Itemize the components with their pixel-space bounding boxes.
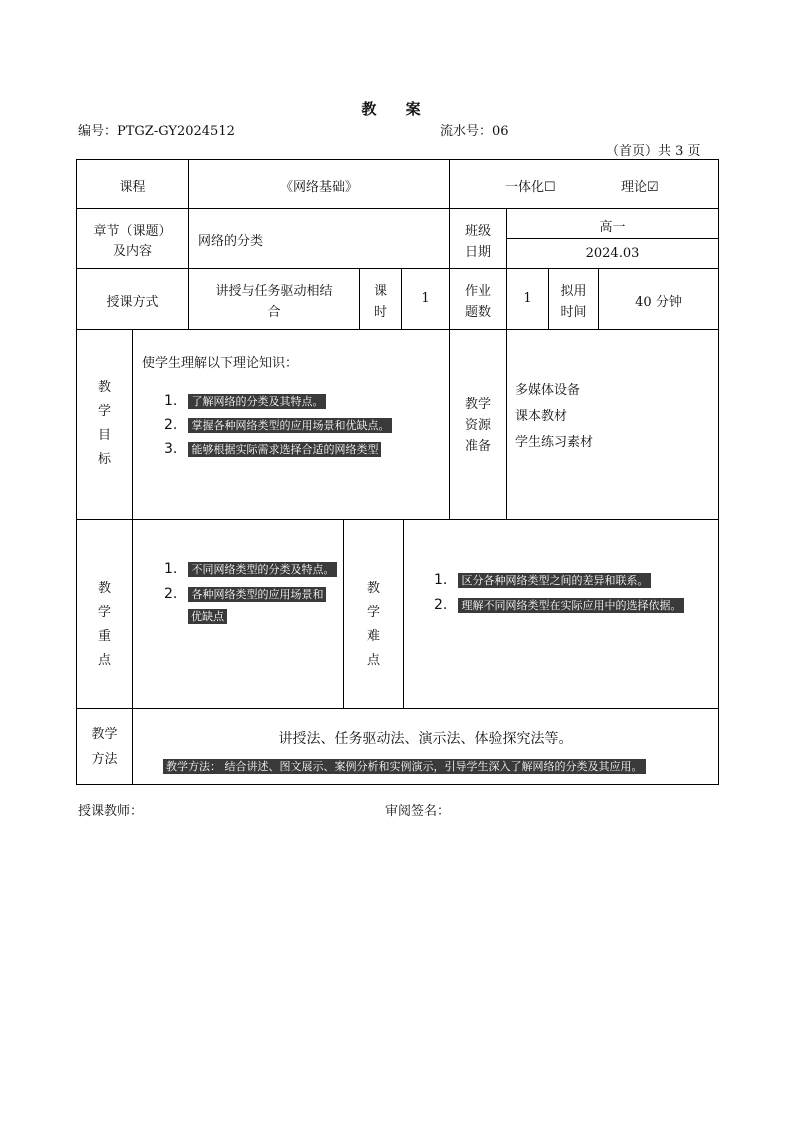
chapter-label-line1: 章节（课题） (93, 224, 172, 239)
plan-label-line1: 拟用 (560, 284, 587, 299)
method-value-line1: 讲授与任务驱动相结 (215, 284, 333, 299)
goals-intro: 使学生理解以下理论知识： (142, 356, 299, 371)
goal-item-1: 1. 了解网络的分类及其特点。 (164, 390, 326, 410)
resources-list (515, 378, 593, 456)
class-label-line1: 班级 (464, 224, 491, 239)
goal-item-2: 2. 掌握各种网络类型的应用场景和优缺点。 (164, 414, 392, 434)
course-label: 课程 (119, 180, 146, 195)
plan-label-line2: 时间 (560, 305, 587, 320)
type-theory-checkbox: 理论☑ (621, 180, 659, 195)
class-value: 高一 (599, 220, 626, 235)
goals-label: 教 学 目 标 (97, 380, 111, 467)
document-code: 编号：PTGZ-GY2024512 (78, 124, 235, 139)
serial-number: 流水号：06 (440, 124, 509, 139)
review-signature-label: 审阅签名： (385, 804, 451, 819)
key-point-item-2-continued: 优缺点 (188, 605, 227, 625)
class-label-line2: 日期 (464, 245, 491, 260)
resource-item: 学生练习素材 (515, 435, 594, 450)
course-value: 《网络基础》 (279, 180, 358, 195)
resources-label: 教学 资源 准备 (464, 397, 491, 454)
page-title: 教 案 (361, 100, 433, 118)
chapter-label-line2: 及内容 (112, 244, 152, 259)
method-value-line2: 合 (267, 305, 281, 320)
method-label: 授课方式 (106, 295, 159, 310)
teaching-method-detail: 教学方法： 结合讲述、图文展示、案例分析和实例演示，引导学生深入了解网络的分类及其应用。 (163, 755, 646, 775)
homework-label-line1: 作业 (464, 284, 491, 299)
hours-label-line2: 时 (373, 305, 387, 320)
chapter-value: 网络的分类 (198, 234, 264, 249)
resource-item: 课本教材 (515, 409, 568, 424)
key-points-label: 教 学 重 点 (97, 581, 111, 668)
date-value: 2024.03 (585, 246, 640, 261)
homework-label-line2: 题数 (464, 305, 491, 320)
teaching-method-label: 教学 方法 (91, 727, 118, 767)
key-point-item-2: 2. 各种网络类型的应用场景和 (164, 583, 326, 603)
homework-value: 1 (523, 291, 532, 306)
hours-label-line1: 课 (373, 284, 387, 299)
difficulties-label: 教 学 难 点 (366, 581, 380, 668)
key-point-item-1: 1. 不同网络类型的分类及特点。 (164, 558, 337, 578)
teaching-method-value: 讲授法、任务驱动法、演示法、体验探究法等。 (278, 731, 573, 747)
plan-value: 40 分钟 (635, 295, 682, 310)
page-info: （首页）共 3 页 (606, 144, 701, 159)
type-integrated-checkbox: 一体化☐ (505, 180, 556, 195)
teacher-signature-label: 授课教师： (78, 804, 144, 819)
hours-value: 1 (421, 291, 430, 306)
resource-item: 多媒体设备 (515, 383, 581, 398)
difficulty-item-1: 1. 区分各种网络类型之间的差异和联系。 (434, 569, 651, 589)
goal-item-3: 3. 能够根据实际需求选择合适的网络类型 (164, 438, 381, 458)
difficulty-item-2: 2. 理解不同网络类型在实际应用中的选择依据。 (434, 594, 684, 614)
